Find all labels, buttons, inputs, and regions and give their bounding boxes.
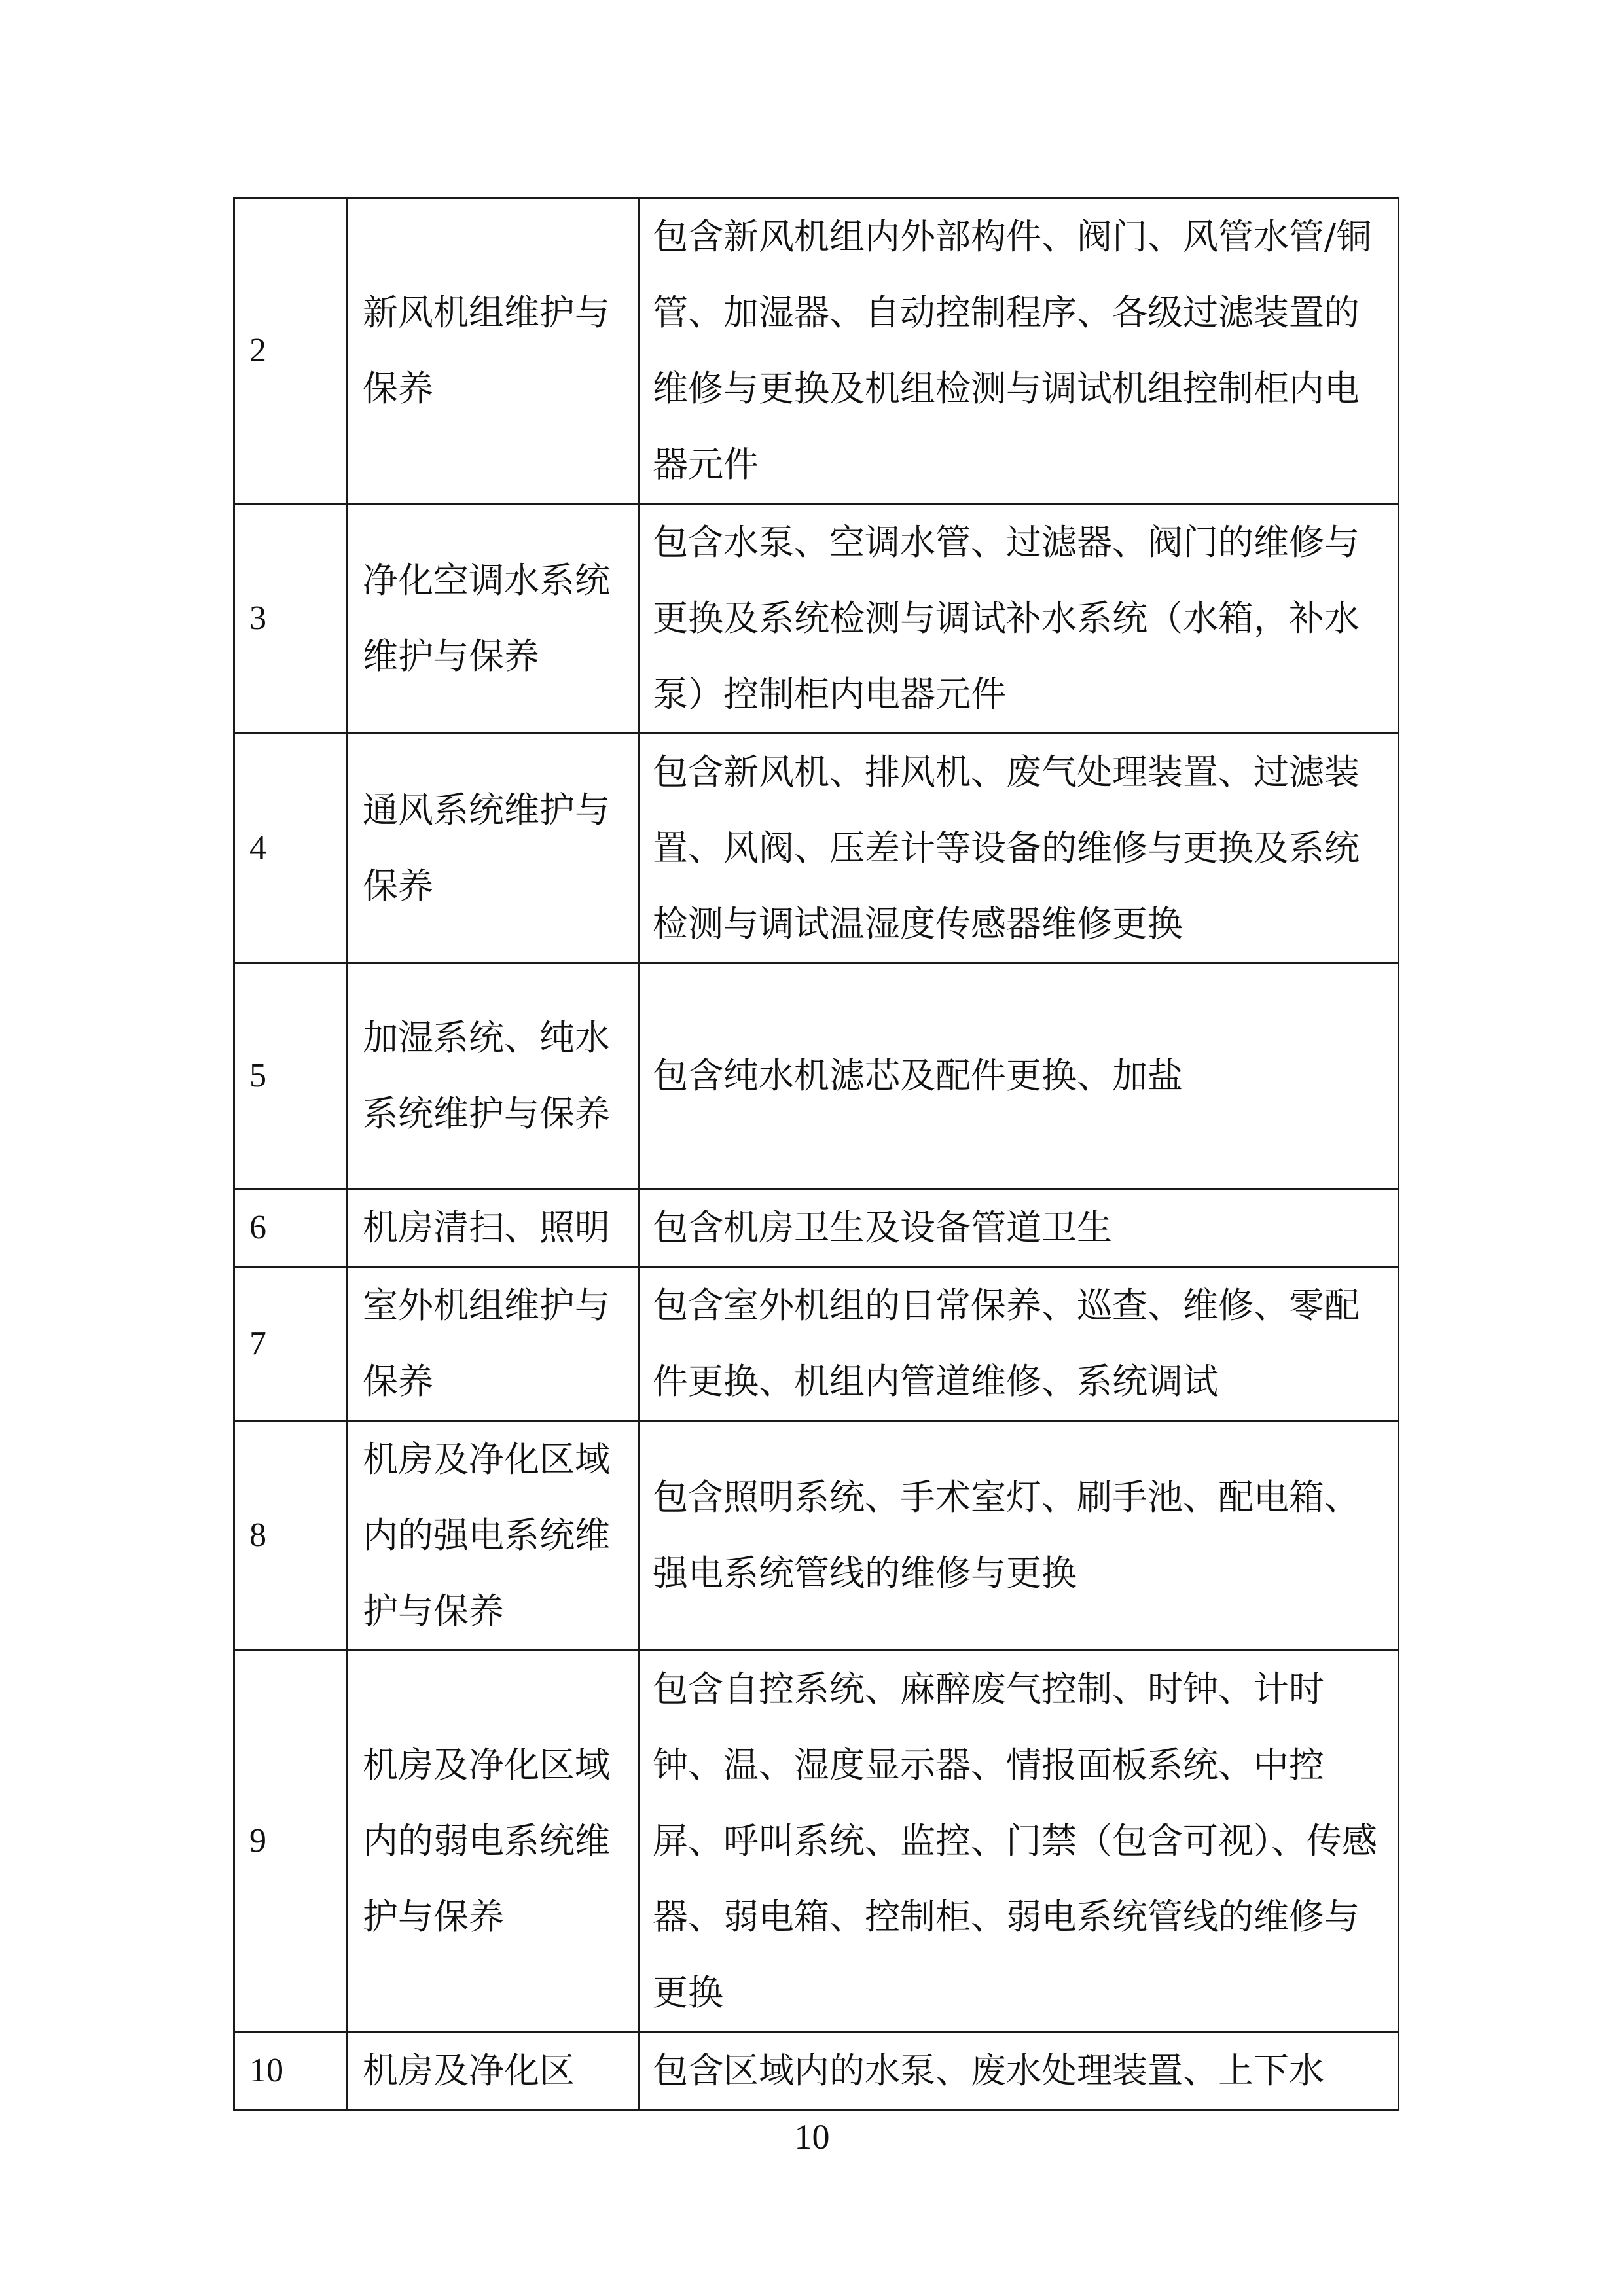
- row-number: 4: [234, 734, 348, 963]
- item-description: 包含室外机组的日常保养、巡查、维修、零配件更换、机组内管道维修、系统调试: [639, 1267, 1399, 1421]
- row-number: 8: [234, 1421, 348, 1651]
- table-row: [234, 963, 1399, 1189]
- item-name: 机房及净化区域内的弱电系统维护与保养: [348, 1651, 639, 2032]
- item-description: 包含照明系统、手术室灯、刷手池、配电箱、强电系统管线的维修与更换: [639, 1421, 1399, 1651]
- item-name: 通风系统维护与保养: [348, 734, 639, 963]
- item-description: 包含纯水机滤芯及配件更换、加盐: [639, 963, 1399, 1189]
- row-number: 9: [234, 1651, 348, 2032]
- item-name: 机房及净化区: [348, 2032, 639, 2110]
- table-row: [234, 734, 1399, 963]
- item-name: 机房清扫、照明: [348, 1189, 639, 1267]
- item-description: 包含新风机组内外部构件、阀门、风管水管/铜管、加湿器、自动控制程序、各级过滤装置的维修与更换及机组检测与调试机组控制柜内电器元件: [639, 198, 1399, 504]
- table-row: [234, 198, 1399, 504]
- item-name: 净化空调水系统维护与保养: [348, 504, 639, 734]
- item-name: 室外机组维护与保养: [348, 1267, 639, 1421]
- item-name: 加湿系统、纯水系统维护与保养: [348, 963, 639, 1189]
- table-row: [234, 504, 1399, 734]
- page-number: 10: [794, 2117, 830, 2157]
- item-description: 包含新风机、排风机、废气处理装置、过滤装置、风阀、压差计等设备的维修与更换及系统检测与调试温湿度传感器维修更换: [639, 734, 1399, 963]
- table-row: [234, 1421, 1399, 1651]
- table-row: [234, 2032, 1399, 2110]
- item-description: 包含水泵、空调水管、过滤器、阀门的维修与更换及系统检测与调试补水系统（水箱，补水泵）控制柜内电器元件: [639, 504, 1399, 734]
- item-description: 包含区域内的水泵、废水处理装置、上下水: [639, 2032, 1399, 2110]
- item-description: 包含自控系统、麻醉废气控制、时钟、计时钟、温、湿度显示器、情报面板系统、中控屏、呼叫系统、监控、门禁（包含可视）、传感器、弱电箱、控制柜、弱电系统管线的维修与更换: [639, 1651, 1399, 2032]
- maintenance-items-table: [233, 197, 1399, 2111]
- item-name: 机房及净化区域内的强电系统维护与保养: [348, 1421, 639, 1651]
- row-number: 6: [234, 1189, 348, 1267]
- table-row: [234, 1651, 1399, 2032]
- table-row: [234, 1267, 1399, 1421]
- row-number: 5: [234, 963, 348, 1189]
- item-name: 新风机组维护与保养: [348, 198, 639, 504]
- row-number: 10: [234, 2032, 348, 2110]
- row-number: 2: [234, 198, 348, 504]
- table-row: [234, 1189, 1399, 1267]
- row-number: 7: [234, 1267, 348, 1421]
- row-number: 3: [234, 504, 348, 734]
- item-description: 包含机房卫生及设备管道卫生: [639, 1189, 1399, 1267]
